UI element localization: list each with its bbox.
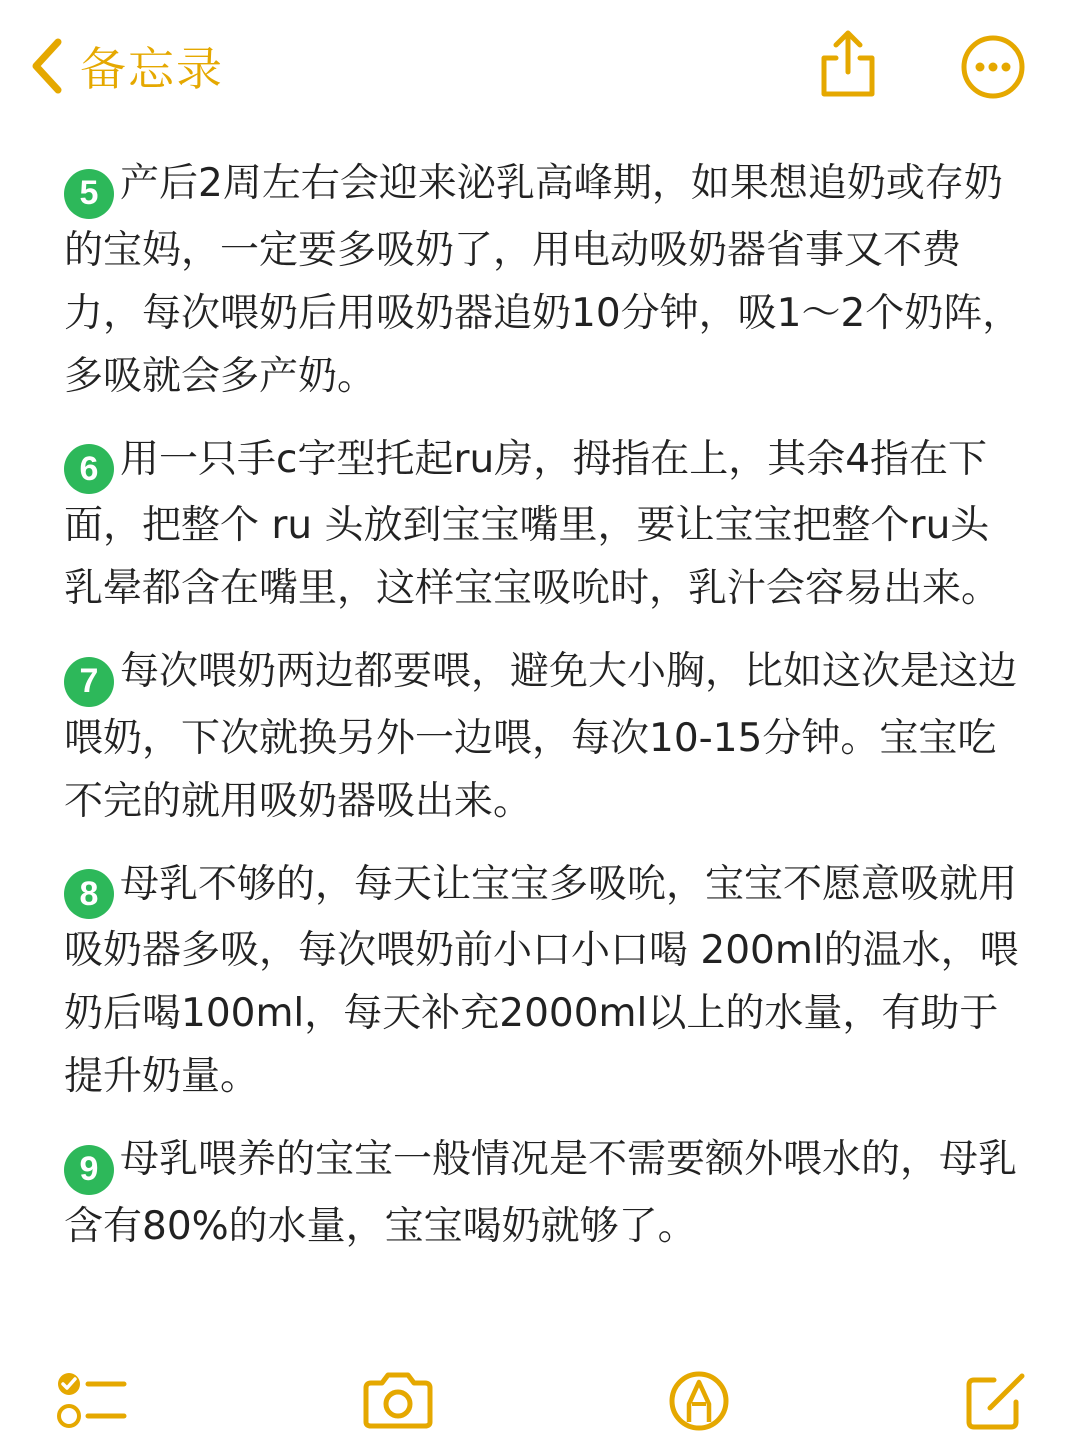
note-text-9: 母乳喂养的宝宝一般情况是不需要额外喂水的，母乳含有80%的水量，宝宝喝奶就够了。 bbox=[64, 1137, 1018, 1249]
markup-pen-icon bbox=[668, 1370, 730, 1432]
more-button[interactable] bbox=[960, 34, 1026, 100]
note-paragraph-5 bbox=[64, 152, 1024, 408]
share-button[interactable] bbox=[816, 28, 880, 100]
markup-button[interactable] bbox=[668, 1370, 730, 1432]
chevron-left-icon bbox=[28, 36, 66, 96]
number-badge-9: 9 bbox=[64, 1145, 114, 1195]
checklist-button[interactable] bbox=[56, 1370, 128, 1430]
share-icon bbox=[816, 85, 880, 104]
number-badge-7: 7 bbox=[64, 657, 114, 707]
note-paragraph-7 bbox=[64, 640, 1024, 833]
camera-button[interactable] bbox=[360, 1370, 436, 1430]
note-text-8: 母乳不够的，每天让宝宝多吸吮，宝宝不愿意吸就用吸奶器多吸，每次喂奶前小口小口喝 200ml的温水，喂奶后喝100ml，每天补充2000ml以上的水量，有助于提升奶量。 bbox=[64, 861, 1019, 1099]
more-icon bbox=[960, 85, 1026, 104]
compose-button[interactable] bbox=[964, 1370, 1028, 1432]
number-badge-6: 6 bbox=[64, 444, 114, 494]
note-text-5: 产后2周左右会迎来泌乳高峰期，如果想追奶或存奶的宝妈，一定要多吸奶了，用电动吸奶器省事又不费力，每次喂奶后用吸奶器追奶10分钟，吸1～2个奶阵，多吸就会多产奶。 bbox=[64, 161, 1022, 399]
note-text-7: 每次喂奶两边都要喂，避免大小胸，比如这次是这边喂奶，下次就换另外一边喂，每次10-15分钟。宝宝吃不完的就用吸奶器吸出来。 bbox=[64, 649, 1018, 824]
note-body[interactable] bbox=[64, 152, 1024, 1278]
note-paragraph-6 bbox=[64, 428, 1024, 621]
back-button[interactable] bbox=[28, 34, 224, 98]
number-badge-8: 8 bbox=[64, 869, 114, 919]
note-text-6: 用一只手c字型托起ru房，拇指在上，其余4指在下面，把整个 ru 头放到宝宝嘴里，要让宝宝把整个ru头乳晕都含在嘴里，这样宝宝吸吮时，乳汁会容易出来。 bbox=[64, 436, 1001, 611]
number-badge-5: 5 bbox=[64, 169, 114, 219]
note-paragraph-8 bbox=[64, 853, 1024, 1109]
back-label: 备忘录 bbox=[80, 42, 224, 96]
bottom-toolbar bbox=[0, 1350, 1080, 1444]
compose-icon bbox=[964, 1370, 1028, 1432]
camera-icon bbox=[360, 1370, 436, 1430]
navigation-bar bbox=[0, 0, 1080, 130]
checklist-icon bbox=[56, 1370, 128, 1430]
note-paragraph-9 bbox=[64, 1128, 1024, 1258]
